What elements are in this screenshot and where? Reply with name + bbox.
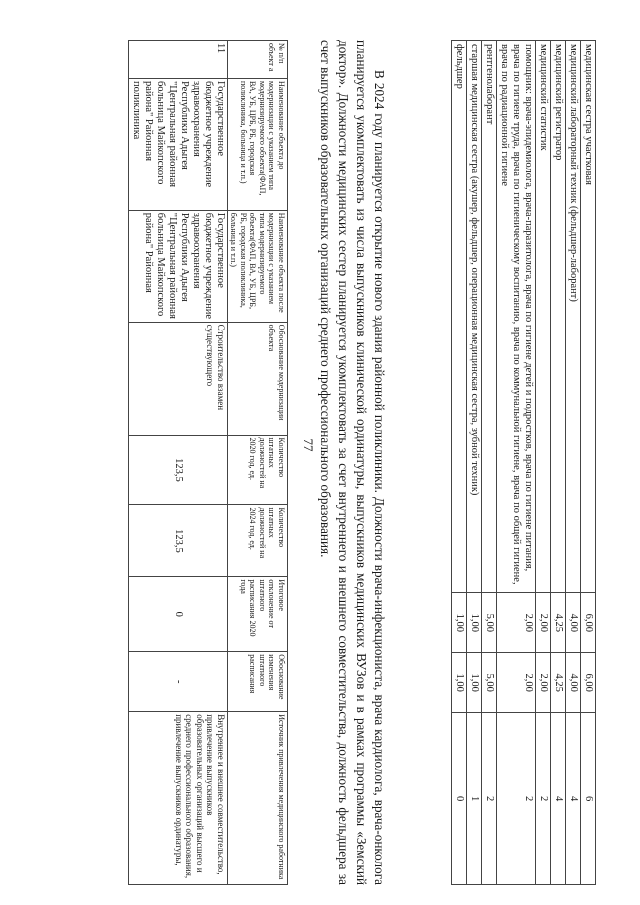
- cell-before: Государственное бюджетное учреждение здравоохранения Республики Адыгея "Центральная районная больница Майкопского района" Районная поликлиника: [129, 78, 228, 210]
- staff-value-2024-cell: 6,00: [581, 653, 596, 713]
- staff-value-2024-cell: 2,00: [536, 653, 551, 713]
- staff-value-2024-cell: 5,00: [482, 653, 497, 713]
- cell-reason: Строительство взамен существующего: [129, 322, 228, 435]
- cell-change-reason: -: [129, 652, 228, 712]
- modernization-table: [128, 40, 288, 885]
- staff-table: [451, 40, 596, 885]
- staff-row: [467, 41, 482, 885]
- page-number: 77: [301, 438, 316, 452]
- staff-value-2020-cell: 2,00: [536, 593, 551, 653]
- staff-row: [482, 41, 497, 885]
- rotated-page-content: [36, 40, 596, 885]
- modernization-table-row: [129, 41, 228, 885]
- header-after: Наименование объекта после модернизации с указанием типа модернизируемого объекта(ФАП, ВА, УБ, ЦРБ, РБ, городская поликлиника, больница и т.п.): [228, 210, 288, 322]
- staff-row: [551, 41, 566, 885]
- staff-value-2020-cell: 5,00: [482, 593, 497, 653]
- header-reason: Обоснование модернизации объекта: [228, 322, 288, 435]
- cell-num: 11: [129, 41, 228, 79]
- header-change-reason: Обоснование изменения штатного расписания: [228, 652, 288, 712]
- header-num: № п/п объект а: [228, 41, 288, 79]
- staff-value-cell: 1: [467, 713, 482, 885]
- staff-name-cell: медицинский регистратор: [551, 41, 566, 593]
- header-count-2020: Количество штатных должностей на 2020 год, ед.: [228, 435, 288, 505]
- staff-name-cell: помощник: врача-эпидемиолога, врача-паразитолога, врача по гигиене детей и подростков, врача по гигиене питания, врача по гигиене труда, врача по гигиеническому воспитанию, врача по коммунальной гигиене, врача по общей гигиене, врача по радиационной гигиене: [497, 41, 536, 593]
- staff-name-cell: медицинская сестра участковая: [581, 41, 596, 593]
- staff-row: [497, 41, 536, 885]
- staff-value-2024-cell: 2,00: [497, 653, 536, 713]
- staff-value-cell: 2: [536, 713, 551, 885]
- staff-name-cell: медицинский лабораторный техник (фельдшер-лаборант): [566, 41, 581, 593]
- staff-value-2024-cell: 1,00: [452, 653, 467, 713]
- staff-value-cell: 6: [581, 713, 596, 885]
- modernization-table-header-row: [228, 41, 288, 885]
- header-source: Источник привлечения медицинского работника: [228, 712, 288, 885]
- staff-value-2024-cell: 4,00: [566, 653, 581, 713]
- staff-value-2024-cell: 1,00: [467, 653, 482, 713]
- cell-deviation: 0: [129, 577, 228, 652]
- cell-count-2024: 123,5: [129, 505, 228, 577]
- staff-row: [452, 41, 467, 885]
- staff-value-2020-cell: 2,00: [497, 593, 536, 653]
- staff-value-2020-cell: 4,00: [566, 593, 581, 653]
- staff-value-cell: 4: [566, 713, 581, 885]
- header-count-2024: Количество штатных должностей на 2024 год, ед.: [228, 505, 288, 577]
- staff-value-cell: 2: [482, 713, 497, 885]
- cell-count-2020: 123,5: [129, 435, 228, 505]
- cell-source: Внутреннее и внешнее совместительство, привлечение выпускников образовательных организаций высшего и среднего профессионального образования, привлечение выпускников ординатуры,: [129, 712, 228, 885]
- staff-row: [566, 41, 581, 885]
- body-text: [316, 40, 388, 885]
- staff-value-cell: 0: [452, 713, 467, 885]
- staff-table-body: [452, 41, 596, 885]
- staff-name-cell: медицинский статистик: [536, 41, 551, 593]
- staff-value-2024-cell: 4,25: [551, 653, 566, 713]
- header-deviation: Итоговое отклонение от штатного расписания 2020 года: [228, 577, 288, 652]
- staff-row: [536, 41, 551, 885]
- staff-value-cell: 4: [551, 713, 566, 885]
- staff-name-cell: старшая медицинская сестра (акушер, фельдшер, операционная медицинская сестра, зубной техник): [467, 41, 482, 593]
- staff-value-2020-cell: 1,00: [452, 593, 467, 653]
- staff-name-cell: рентгенолаборант: [482, 41, 497, 593]
- staff-value-2020-cell: 1,00: [467, 593, 482, 653]
- header-before: Наименование объекта до модернизации с указанием типа модернизируемого объекта(ФАП, ВА, УБ, ЦРБ, РБ, городская поликлиника, больница и т.п.): [228, 78, 288, 210]
- staff-row: [581, 41, 596, 885]
- staff-value-2020-cell: 6,00: [581, 593, 596, 653]
- cell-after: Государственное бюджетное учреждение здравоохранения Республики Адыгея "Центральная районная больница Майкопского района" Районная: [129, 210, 228, 322]
- staff-name-cell: фельдшер: [452, 41, 467, 593]
- staff-value-cell: 2: [497, 713, 536, 885]
- staff-value-2020-cell: 4,25: [551, 593, 566, 653]
- paragraph: В 2024 году планируется открытие нового здания районной поликлиники. Должности врача-инфекциониста, врача кардиолога, врача-онколога планируется укомплектовать из числа выпускников клинической ординатуры, выпускников медицинских ВУЗов и в рамках программы «Земский доктор». Должности медицинских сестер планируется укомплектовать за счет внутреннего и внешнего совместительства, должность фельдшера за счет выпускников образовательных организаций среднего профессионального образования.: [318, 40, 387, 885]
